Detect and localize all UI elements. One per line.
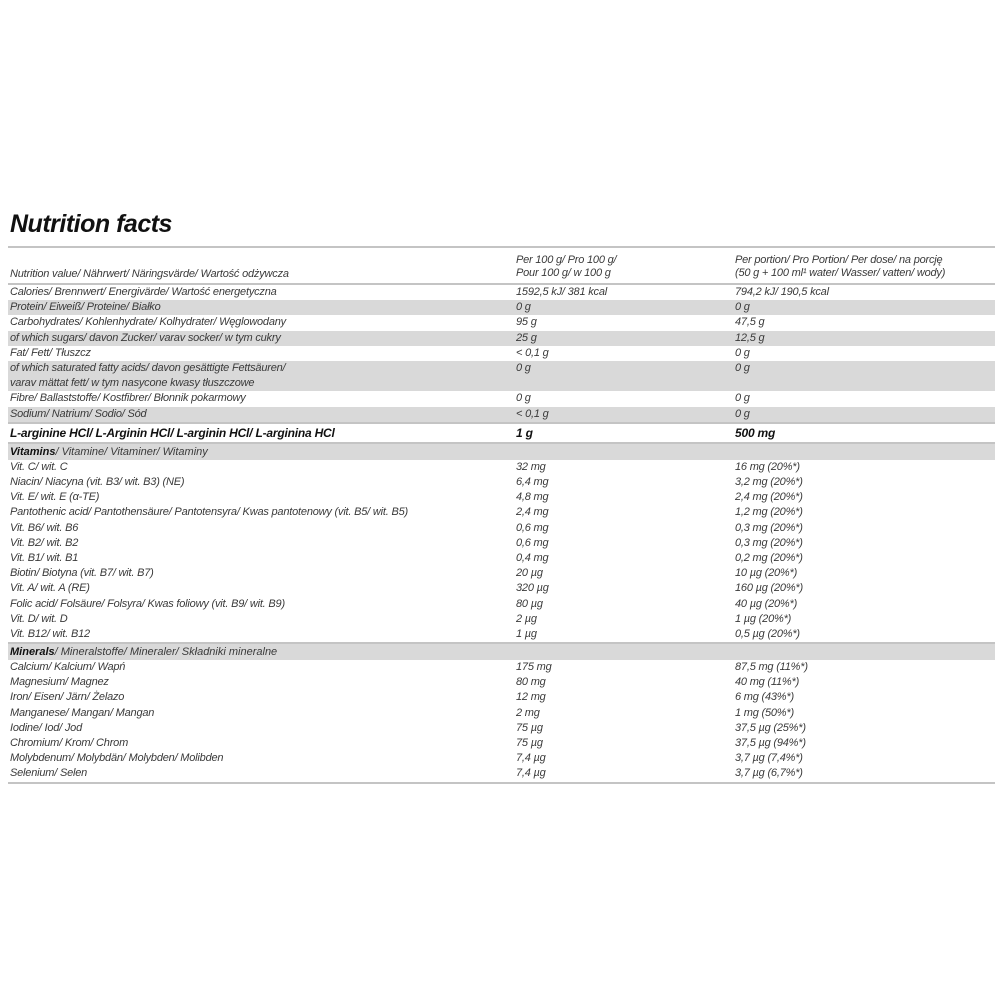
row-name: L-arginine HCl/ L-Arginin HCl/ L-arginin HCl/ L-arginina HCl xyxy=(10,425,335,440)
row-portion: 37,5 µg (94%*) xyxy=(735,737,806,749)
row-per100: 32 mg xyxy=(516,460,546,473)
table-row xyxy=(8,361,995,392)
row-name: Vit. B12/ wit. B12 xyxy=(10,627,90,640)
row-per100: 25 g xyxy=(516,331,537,344)
row-per100: 1 g xyxy=(516,425,533,440)
row-portion: 6 mg (43%*) xyxy=(735,691,794,704)
row-name: Fibre/ Ballaststoffe/ Kostfibrer/ Błonnik pokarmowy xyxy=(10,392,246,405)
row-portion: 12,5 g xyxy=(735,331,765,344)
minerals-title: Minerals xyxy=(10,646,55,659)
row-portion: 0 g xyxy=(735,361,750,374)
table-header xyxy=(8,248,995,285)
row-portion: 40 µg (20%*) xyxy=(735,597,798,610)
row-portion: 794,2 kJ/ 190,5 kcal xyxy=(735,286,829,298)
row-per100: < 0,1 g xyxy=(516,407,549,420)
table-row xyxy=(8,505,995,520)
row-name: Magnesium/ Magnez xyxy=(10,676,109,689)
row-per100: 4,8 mg xyxy=(516,491,549,504)
row-per100: 75 µg xyxy=(516,737,543,749)
row-per100: 20 µg xyxy=(516,567,543,580)
row-per100: 0,4 mg xyxy=(516,551,549,564)
row-per100: 95 g xyxy=(516,316,537,329)
row-per100: 80 µg xyxy=(516,597,543,610)
table-row xyxy=(8,285,995,300)
table-row xyxy=(8,721,995,736)
table-row xyxy=(8,627,995,642)
row-portion: 0 g xyxy=(735,346,750,359)
table-row xyxy=(8,736,995,751)
table-row xyxy=(8,551,995,566)
row-name: Vit. B2/ wit. B2 xyxy=(10,536,79,549)
table-row xyxy=(8,536,995,551)
table-row xyxy=(8,581,995,596)
table-row xyxy=(8,675,995,690)
row-name: Chromium/ Krom/ Chrom xyxy=(10,737,129,749)
row-portion: 47,5 g xyxy=(735,316,765,329)
row-name: of which saturated fatty acids/ davon gesättigte Fettsäuren/ varav mättat fett/ w tym nasycone kwasy tłuszczowe xyxy=(10,361,286,390)
row-per100: 0 g xyxy=(516,361,531,374)
row-portion: 16 mg (20%*) xyxy=(735,460,800,473)
page-title: Nutrition facts xyxy=(10,210,172,238)
row-per100: 12 mg xyxy=(516,691,546,704)
row-name: Biotin/ Biotyna (vit. B7/ wit. B7) xyxy=(10,567,154,580)
table-row xyxy=(8,346,995,361)
vitamins-title-rest: / Vitamine/ Vitaminer/ Witaminy xyxy=(55,445,208,458)
header-per100-line1: Per 100 g/ Pro 100 g/ xyxy=(516,254,617,266)
row-per100: 0,6 mg xyxy=(516,521,549,534)
vitamins-title: Vitamins xyxy=(10,445,56,458)
row-name: of which sugars/ davon Zucker/ varav socker/ w tym cukry xyxy=(10,331,281,344)
row-name: Calcium/ Kalcium/ Wapń xyxy=(10,661,126,674)
row-portion: 3,7 µg (6,7%*) xyxy=(735,767,803,780)
header-label: Nutrition value/ Nährwert/ Näringsvärde/ Wartość odżywcza xyxy=(10,268,289,280)
row-portion: 0 g xyxy=(735,392,750,405)
row-portion: 40 mg (11%*) xyxy=(735,676,800,689)
row-per100: 7,4 µg xyxy=(516,752,546,765)
row-portion: 0 g xyxy=(735,407,750,420)
header-per100-line2: Pour 100 g/ w 100 g xyxy=(516,267,611,279)
header-portion xyxy=(735,248,995,283)
row-name: Fat/ Fett/ Tłuszcz xyxy=(10,346,91,359)
table-row xyxy=(8,521,995,536)
table-row xyxy=(8,660,995,675)
row-per100: 7,4 µg xyxy=(516,767,546,780)
row-name: Carbohydrates/ Kohlenhydrate/ Kolhydrater/ Węglowodany xyxy=(10,316,286,329)
row-portion: 87,5 mg (11%*) xyxy=(735,661,808,674)
row-per100: 75 µg xyxy=(516,721,543,734)
nutrients-section xyxy=(8,285,995,422)
table-row xyxy=(8,690,995,705)
table-row xyxy=(8,766,995,781)
header-per100 xyxy=(516,248,735,283)
row-name: Vit. B1/ wit. B1 xyxy=(10,551,79,564)
table-row xyxy=(8,460,995,475)
minerals-header xyxy=(8,644,995,660)
minerals-section xyxy=(8,660,995,782)
row-portion: 1,2 mg (20%*) xyxy=(735,506,803,519)
row-name: Folic acid/ Folsäure/ Folsyra/ Kwas foliowy (vit. B9/ wit. B9) xyxy=(10,597,285,610)
row-portion: 2,4 mg (20%*) xyxy=(735,491,803,504)
row-name: Protein/ Eiweiß/ Proteine/ Białko xyxy=(10,301,161,314)
table-row xyxy=(8,475,995,490)
row-per100: 0 g xyxy=(516,301,531,314)
row-name: Calories/ Brennwert/ Energivärde/ Wartość energetyczna xyxy=(10,286,277,298)
row-portion: 3,2 mg (20%*) xyxy=(735,476,803,488)
row-per100: 2 µg xyxy=(516,612,537,625)
table-row xyxy=(8,597,995,612)
row-portion: 0,3 mg (20%*) xyxy=(735,521,803,534)
nutrition-table xyxy=(8,246,995,784)
row-name: Niacin/ Niacyna (vit. B3/ wit. B3) (NE) xyxy=(10,476,185,488)
row-name: Vit. D/ wit. D xyxy=(10,612,68,625)
row-portion: 1 µg (20%*) xyxy=(735,612,792,625)
row-portion: 0,5 µg (20%*) xyxy=(735,627,800,640)
row-portion: 0,2 mg (20%*) xyxy=(735,551,803,564)
row-portion: 1 mg (50%*) xyxy=(735,706,794,719)
table-row xyxy=(8,612,995,627)
row-per100: 1 µg xyxy=(516,627,537,640)
row-name: Iodine/ Iod/ Jod xyxy=(10,721,83,734)
row-name: Molybdenum/ Molybdän/ Molybden/ Molibden xyxy=(10,752,224,765)
row-portion: 500 mg xyxy=(735,425,776,440)
table-row xyxy=(8,331,995,346)
row-portion: 0 g xyxy=(735,301,750,314)
row-per100: 175 mg xyxy=(516,661,552,674)
row-per100: 0,6 mg xyxy=(516,536,549,549)
row-portion: 10 µg (20%*) xyxy=(735,567,798,580)
table-row xyxy=(8,751,995,766)
row-name: Pantothenic acid/ Pantothensäure/ Pantotensyra/ Kwas pantotenowy (vit. B5/ wit. B5) xyxy=(10,506,408,519)
table-row xyxy=(8,391,995,406)
row-portion: 0,3 mg (20%*) xyxy=(735,536,803,549)
row-per100: < 0,1 g xyxy=(516,346,549,359)
row-per100: 0 g xyxy=(516,392,531,405)
vitamins-section xyxy=(8,460,995,642)
row-name: Iron/ Eisen/ Järn/ Żelazo xyxy=(10,691,125,704)
row-name: Vit. A/ wit. A (RE) xyxy=(10,582,90,595)
table-row xyxy=(8,566,995,581)
table-row xyxy=(8,300,995,315)
header-portion-line2: (50 g + 100 ml¹ water/ Wasser/ vatten/ wody) xyxy=(735,267,946,279)
arginine-row xyxy=(8,422,995,444)
row-portion: 3,7 µg (7,4%*) xyxy=(735,752,803,765)
table-row xyxy=(8,315,995,330)
row-name: Manganese/ Mangan/ Mangan xyxy=(10,706,155,719)
row-name: Vit. E/ wit. E (α-TE) xyxy=(10,491,100,504)
row-name: Selenium/ Selen xyxy=(10,767,88,780)
row-name: Vit. C/ wit. C xyxy=(10,460,68,473)
row-per100: 6,4 mg xyxy=(516,476,549,488)
row-name: Vit. B6/ wit. B6 xyxy=(10,521,79,534)
row-per100: 80 mg xyxy=(516,676,546,689)
row-name: Sodium/ Natrium/ Sodio/ Sód xyxy=(10,407,147,420)
minerals-title-rest: / Mineralstoffe/ Mineraler/ Składniki mineralne xyxy=(54,646,278,659)
vitamins-header xyxy=(8,444,995,460)
table-row xyxy=(8,490,995,505)
row-per100: 2 mg xyxy=(516,706,540,719)
table-row xyxy=(8,407,995,422)
row-per100: 320 µg xyxy=(516,582,549,595)
table-row xyxy=(8,706,995,721)
header-portion-line1: Per portion/ Pro Portion/ Per dose/ na porcję xyxy=(735,254,943,266)
row-per100: 1592,5 kJ/ 381 kcal xyxy=(516,286,607,298)
row-per100: 2,4 mg xyxy=(516,506,549,519)
row-portion: 160 µg (20%*) xyxy=(735,582,803,595)
row-portion: 37,5 µg (25%*) xyxy=(735,721,806,734)
